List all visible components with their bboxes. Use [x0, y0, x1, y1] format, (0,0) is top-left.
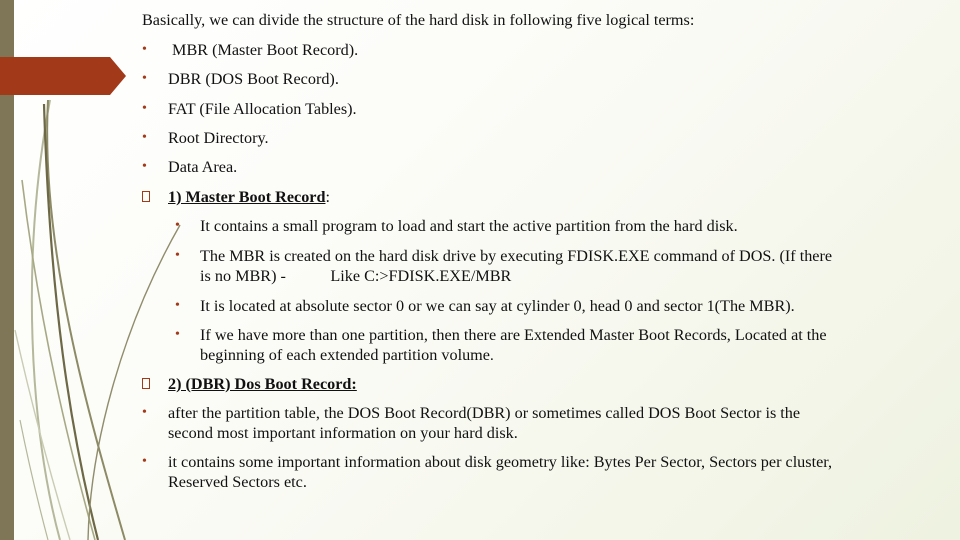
intro-text: Basically, we can divide the structure of the hard disk in following five logical terms: — [142, 11, 695, 29]
mbr-point-text-continued: is no MBR) - Like C:>FDISK.EXE/MBR — [200, 267, 512, 285]
bullet-dot-icon: • — [142, 101, 147, 116]
bullet-dot-icon: • — [142, 71, 147, 86]
term-text: DBR (DOS Boot Record). — [168, 70, 339, 88]
title-arrow-shape — [0, 57, 126, 95]
bullet-dot-icon: • — [175, 218, 180, 233]
curve-1 — [32, 100, 60, 540]
dbr-point-text-continued: Reserved Sectors etc. — [168, 473, 307, 491]
bullet-dot-icon: • — [175, 298, 180, 313]
curve-5 — [15, 330, 70, 540]
curve-4 — [22, 180, 95, 540]
dbr-point-text: it contains some important information about disk geometry like: Bytes Per Sector, Sectors per cluster, — [168, 453, 833, 471]
left-accent-strip — [0, 0, 14, 540]
section-heading — [168, 187, 330, 207]
bullet-dot-icon: • — [142, 159, 147, 174]
bullet-dot-icon: • — [142, 405, 147, 420]
bullet-dot-icon: • — [142, 454, 147, 469]
section-heading-text: 2) (DBR) Dos Boot Record: — [168, 375, 357, 393]
mbr-point-text-line: beginning of each extended partition volume — [200, 346, 490, 364]
bullet-dot-icon: • — [142, 42, 147, 57]
dbr-point-text-continued: second most important information on your hard disk. — [168, 424, 518, 442]
bullet-dot-icon: • — [175, 248, 180, 263]
term-text: MBR (Master Boot Record). — [168, 41, 359, 59]
mbr-point-text: If we have more than one partition, then there are Extended Master Boot Records, Located at the — [200, 326, 827, 344]
term-text: FAT (File Allocation Tables). — [168, 100, 357, 118]
bullet-dot-icon: • — [175, 327, 180, 342]
curve-7 — [20, 420, 48, 540]
curve-3 — [44, 104, 98, 540]
dbr-point-text: after the partition table, the DOS Boot Record(DBR) or sometimes called DOS Boot Sector is the — [168, 404, 801, 422]
mbr-point-text-continued — [200, 345, 494, 366]
mbr-point-text: It contains a small program to load and start the active partition from the hard disk. — [200, 217, 738, 235]
section-heading-colon: : — [325, 188, 330, 206]
checkbox-bullet-icon — [142, 374, 168, 394]
mbr-point-text: It is located at absolute sector 0 or we can say at cylinder 0, head 0 and sector 1(The MBR). — [200, 297, 795, 315]
section-heading-text: 1) Master Boot Record — [168, 188, 326, 206]
term-text: Data Area. — [168, 158, 238, 176]
checkbox-bullet-icon — [142, 187, 168, 207]
curve-2 — [47, 100, 125, 540]
mbr-point-period: . — [489, 348, 494, 364]
bullet-dot-icon: • — [142, 130, 147, 145]
mbr-point-text: The MBR is created on the hard disk drive by executing FDISK.EXE command of DOS. (If there — [200, 247, 833, 265]
term-text: Root Directory. — [168, 129, 269, 147]
